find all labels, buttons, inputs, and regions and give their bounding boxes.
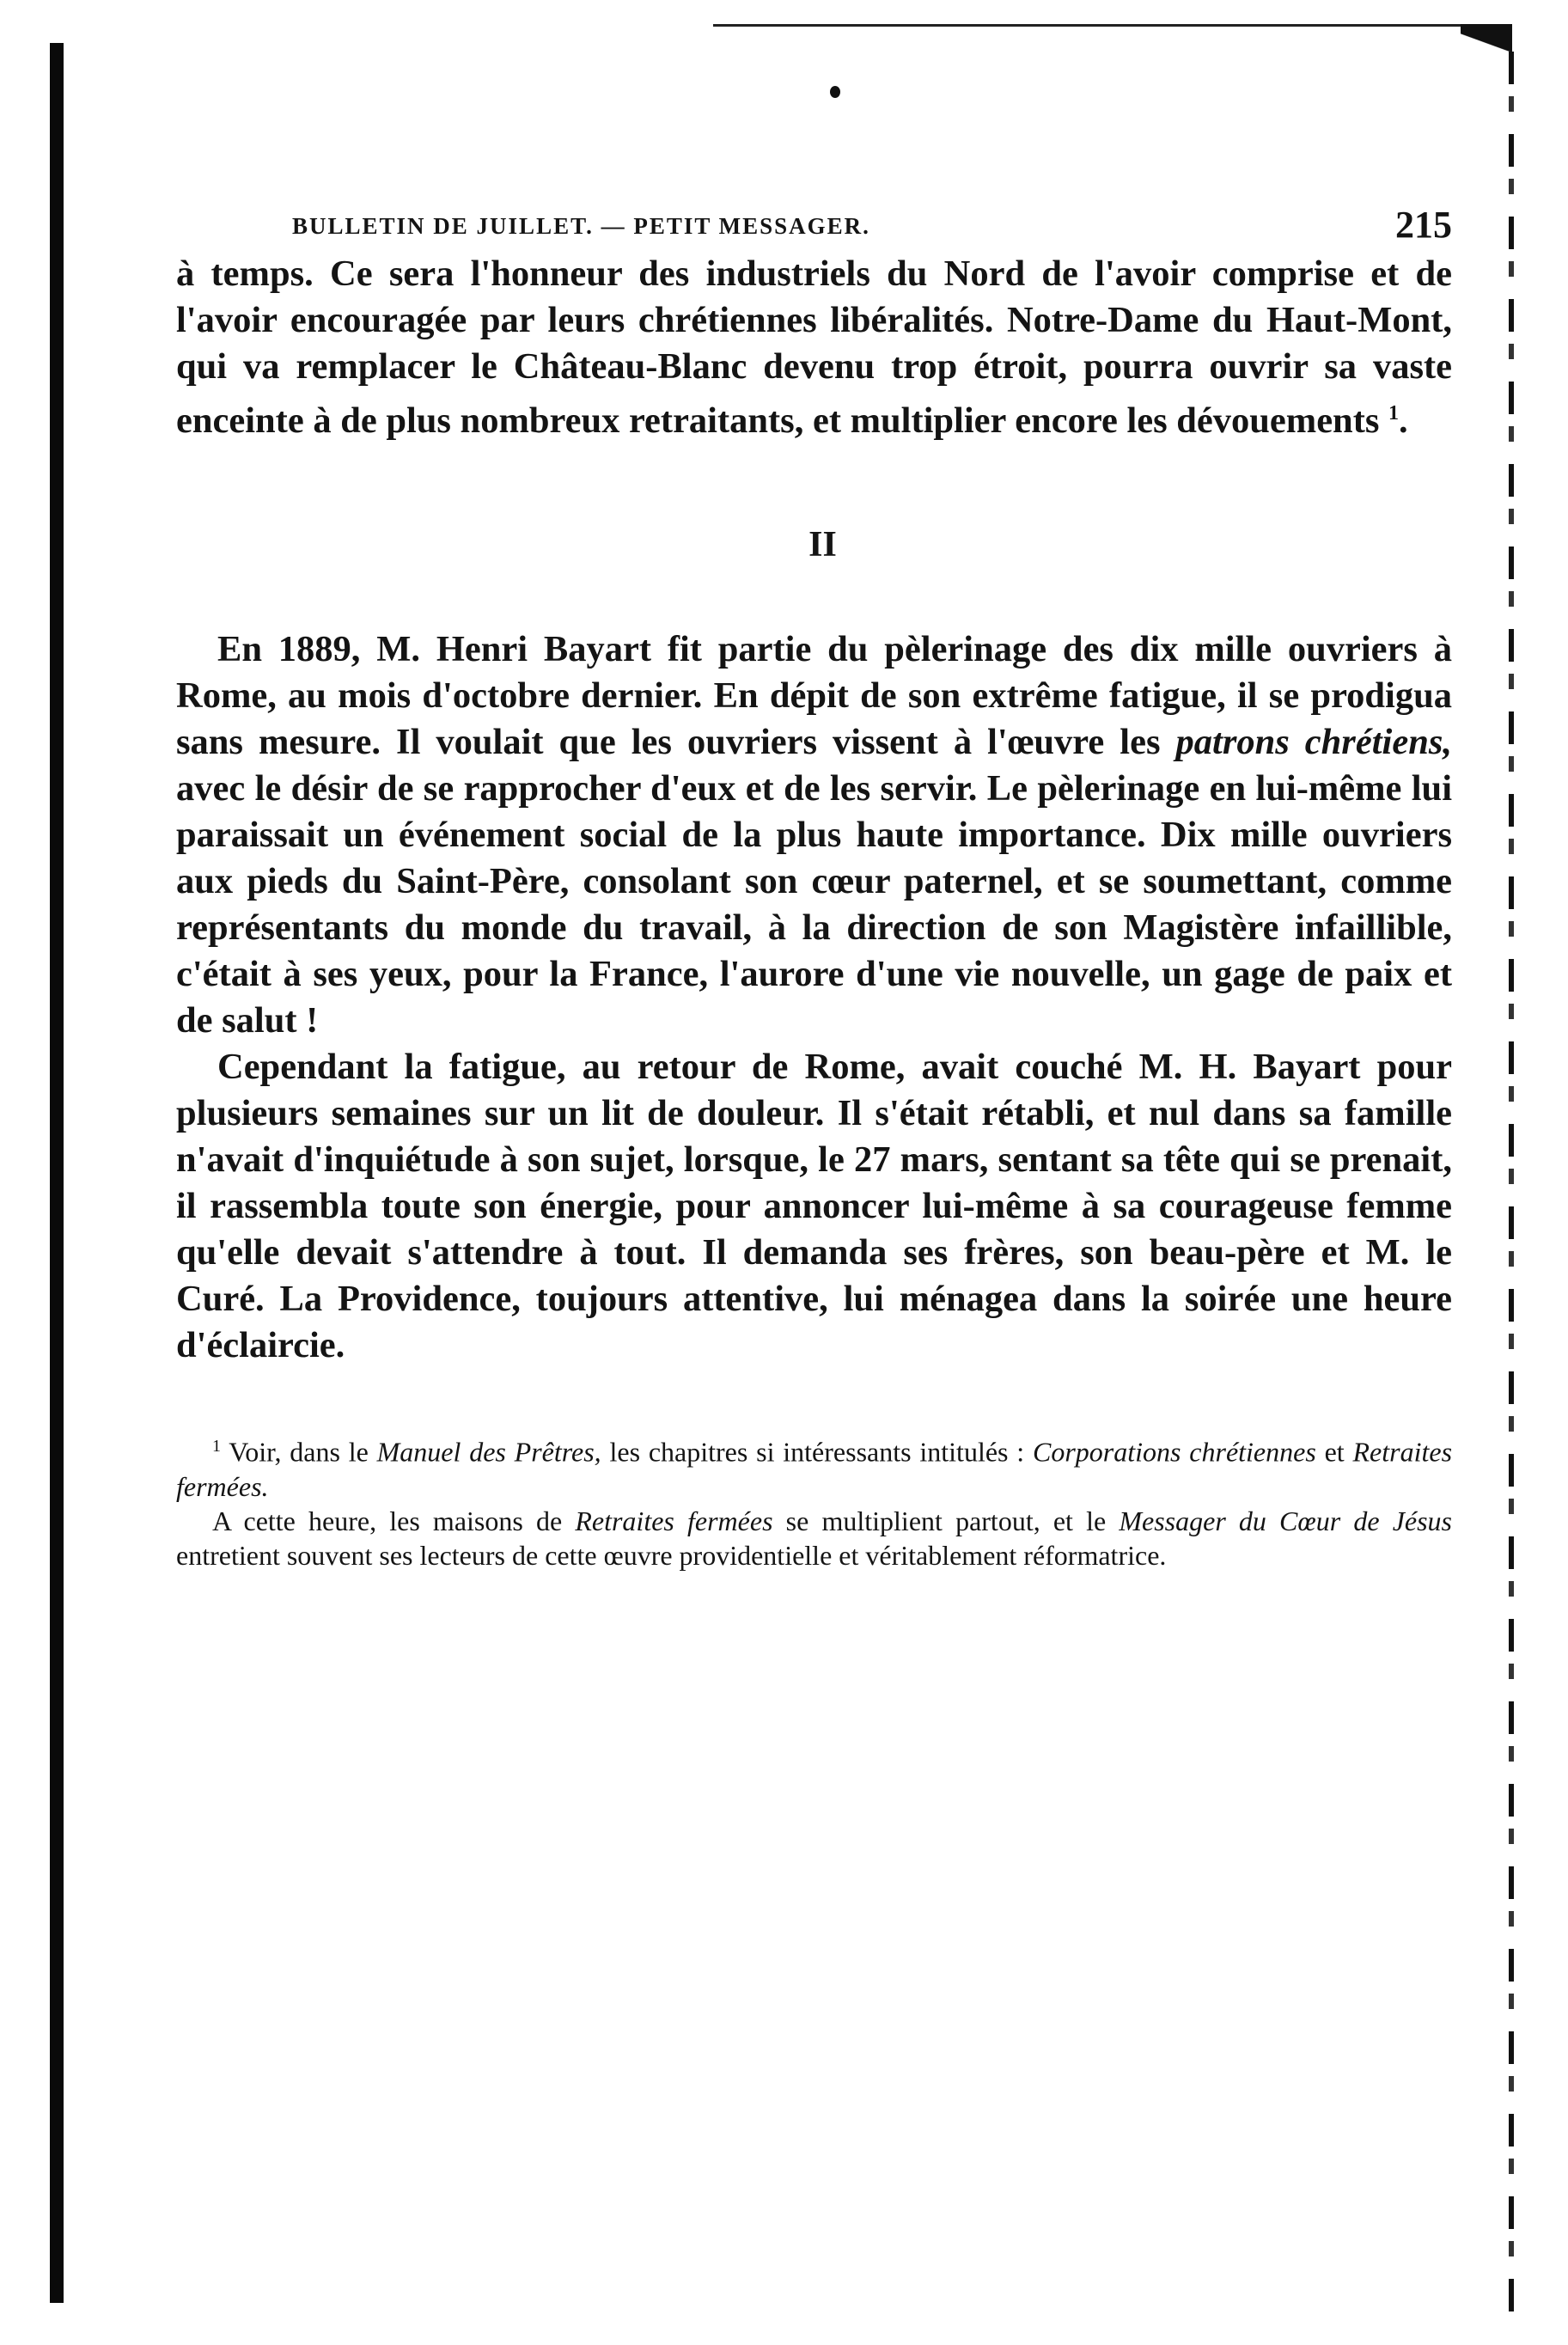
footnote-1-text-c: et (1315, 1436, 1353, 1468)
page-number: 215 (1395, 204, 1452, 246)
footnote-1 (176, 1429, 1452, 1504)
paragraph-illness: Cependant la fatigue, au retour de Rome, avait couché M. H. Bayart pour plusieurs semaines sur un lit de douleur. Il s'était rétabli, et nul dans sa famille n'avait d'inquiétude à son sujet, lorsque, le 27 mars, sentant sa tête qui se prenait, il rassembla toute son énergie, pour annoncer lui-même à sa courageuse femme qu'elle devait s'attendre à tout. Il demanda ses frères, son beau-père et M. le Curé. La Providence, toujours attentive, lui ménagea dans la soirée une heure d'éclaircie. (176, 1047, 1452, 1366)
continued-paragraph-end: . (1399, 400, 1408, 442)
book-page (176, 196, 1452, 1572)
body-text (176, 251, 1452, 1369)
footnote-2 (176, 1504, 1452, 1572)
scan-right-edge (1509, 52, 1514, 2320)
scan-corner-fold (1461, 24, 1512, 76)
footnote-2-italic-1: Retraites fermées (575, 1505, 773, 1536)
footnote-reference: 1 (1388, 402, 1400, 424)
scan-left-edge (50, 43, 64, 2303)
scan-speck (830, 86, 840, 98)
footnotes (176, 1429, 1452, 1572)
footnote-2-italic-2: Messager du Cœur de Jésus (1119, 1505, 1453, 1536)
running-head (176, 196, 1452, 251)
footnote-1-text-b: les chapitres si intéressants intitulés : (601, 1436, 1033, 1468)
footnote-1-text-a: Voir, dans le (221, 1436, 377, 1468)
footnote-1-italic-1: Manuel des Prêtres, (376, 1436, 601, 1468)
running-title: BULLETIN DE JUILLET. — PETIT MESSAGER. (292, 213, 870, 239)
footnote-2-text-c: entretient souvent ses lecteurs de cette œuvre providentielle et véritablement réformatrice. (176, 1539, 1167, 1571)
paragraph-pilgrimage-text-b: avec le désir de se rapprocher d'eux et de les servir. Le pèlerinage en lui-même lui paraissait un événement social de la plus haute importance. Dix mille ouvriers aux pieds du Saint-Père, consolant son cœur paternel, et se soumettant, comme représentants du monde du travail, à la direction de son Magistère infaillible, c'était à ses yeux, pour la France, l'aurore d'une vie nouvelle, un gage de paix et de salut ! (176, 768, 1452, 1041)
continued-paragraph-text: à temps. Ce sera l'honneur des industriels du Nord de l'avoir comprise et de l'avoir encouragée par leurs chrétiennes libéralités. Notre-Dame du Haut-Mont, qui va remplacer le Château-Blanc devenu trop étroit, pourra ouvrir sa vaste enceinte à de plus nombreux retraitants, et multiplier encore les dévouements (176, 253, 1452, 442)
paragraph-pilgrimage (176, 626, 1452, 1044)
footnote-1-italic-3: Retraites fermées. (176, 1436, 1453, 1502)
paragraph-pilgrimage-text-a: En 1889, M. Henri Bayart fit partie du pèlerinage des dix mille ouvriers à Rome, au mois d'octobre dernier. En dépit de son extrême fatigue, il se prodigua sans mesure. Il voulait que les ouvriers vissent à l'œuvre les (176, 629, 1452, 763)
continued-paragraph (176, 251, 1452, 444)
footnote-2-text-b: se multiplient partout, et le (772, 1505, 1120, 1536)
footnote-mark: 1 (212, 1437, 221, 1456)
footnote-1-italic-2: Corporations chrétiennes (1033, 1436, 1316, 1468)
paragraph-pilgrimage-italic: patrons chrétiens, (1175, 722, 1452, 763)
section-heading: II (808, 525, 837, 565)
scan-top-edge (713, 24, 1486, 27)
footnote-2-text-a: A cette heure, les maisons de (212, 1505, 576, 1536)
